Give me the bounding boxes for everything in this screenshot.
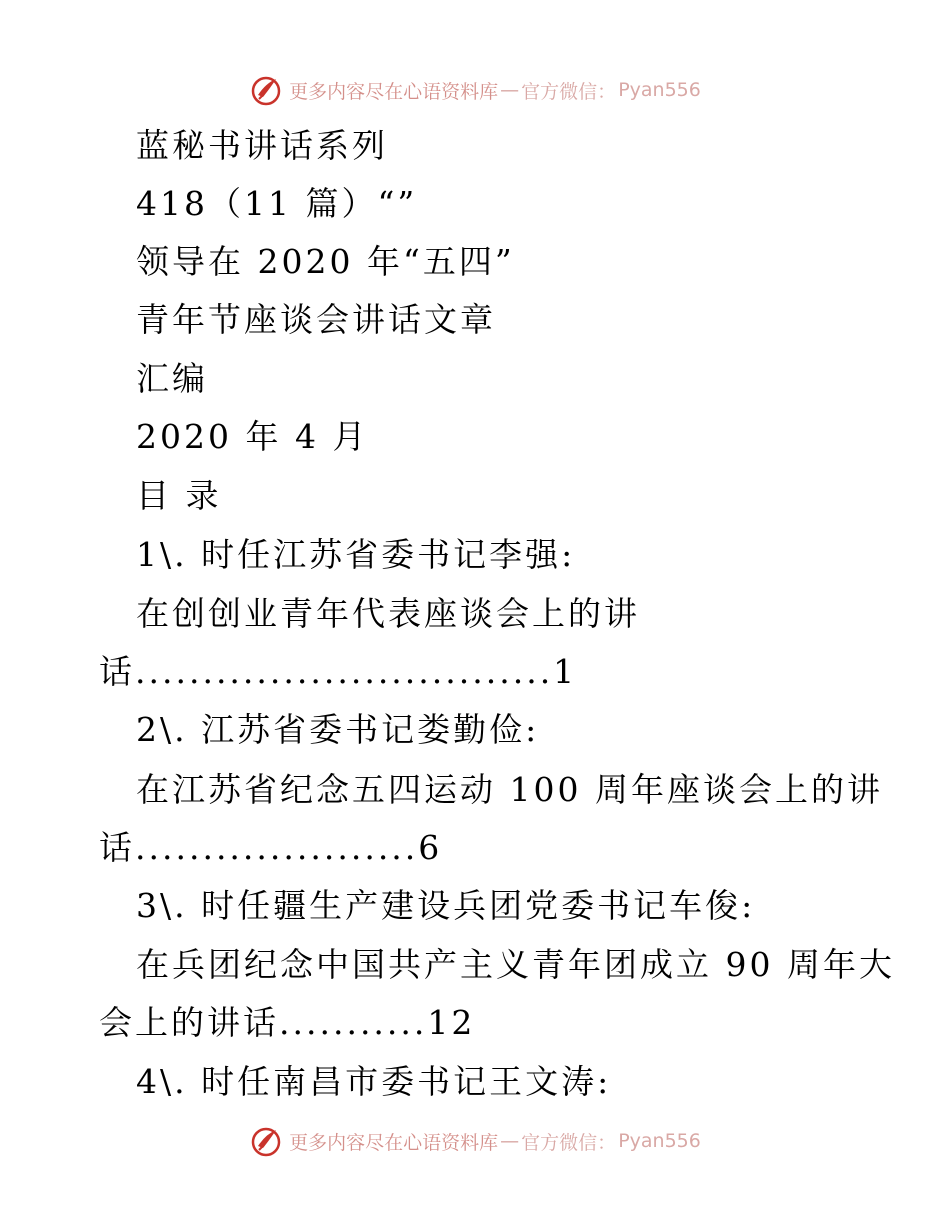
doc-title-line-3: 汇编	[136, 359, 208, 398]
book-quill-logo-icon	[249, 73, 283, 107]
series-number: 418（11 篇）“”	[136, 184, 418, 223]
footer-watermark	[0, 1121, 950, 1161]
watermark-main-text: 更多内容尽在心语资料库	[289, 80, 499, 103]
book-quill-logo-icon	[249, 1124, 283, 1158]
watermark-suffix: 官方微信：	[521, 80, 617, 103]
toc-entry-1-title: 在创创业青年代表座谈会上的讲	[136, 594, 640, 633]
toc-entry-3-page: 会上的讲话...........12	[99, 1003, 476, 1042]
toc-entry-3-title: 在兵团纪念中国共产主义青年团成立 90 周年大	[136, 945, 895, 984]
doc-date: 2020 年 4 月	[136, 417, 369, 456]
toc-entry-1-page: 话...............................1	[99, 652, 578, 691]
toc-entry-2-author: 2\. 江苏省委书记娄勤俭:	[136, 710, 540, 749]
doc-title-line-2: 青年节座谈会讲话文章	[136, 300, 496, 339]
watermark-suffix: 官方微信：	[521, 1131, 617, 1154]
toc-entry-2-title: 在江苏省纪念五四运动 100 周年座谈会上的讲	[136, 770, 883, 809]
watermark-separator: —	[500, 79, 520, 101]
toc-heading: 目 录	[136, 476, 222, 515]
watermark-separator: —	[500, 1130, 520, 1152]
toc-entry-4-author: 4\. 时任南昌市委书记王文涛:	[136, 1062, 612, 1101]
header-watermark	[0, 70, 950, 110]
toc-entry-3-author: 3\. 时任疆生产建设兵团党委书记车俊:	[136, 886, 756, 925]
watermark-wechat-id: Pyan556	[618, 1130, 701, 1152]
watermark-wechat-id: Pyan556	[618, 79, 701, 101]
series-title: 蓝秘书讲话系列	[136, 126, 388, 165]
toc-entry-2-page: 话.....................6	[99, 828, 443, 867]
watermark-main-text: 更多内容尽在心语资料库	[289, 1131, 499, 1154]
doc-title-line-1: 领导在 2020 年“五四”	[136, 242, 515, 281]
toc-entry-1-author: 1\. 时任江苏省委书记李强:	[136, 535, 576, 574]
